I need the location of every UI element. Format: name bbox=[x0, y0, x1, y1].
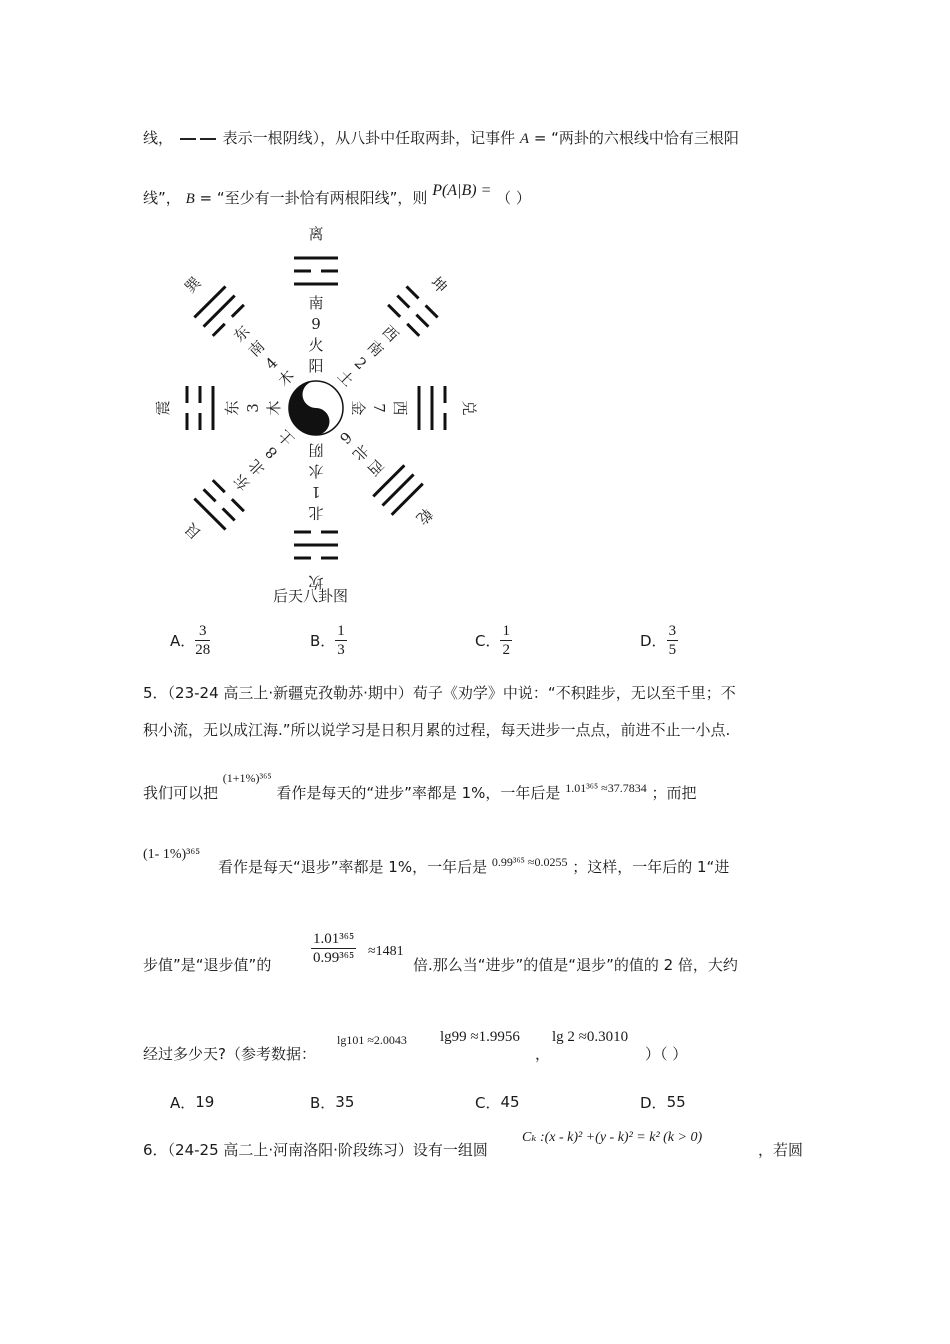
diagram-label: 9 bbox=[311, 315, 321, 333]
option-d bbox=[640, 622, 678, 659]
diagram-label: 南 bbox=[308, 294, 324, 312]
q5-line4 bbox=[218, 857, 729, 878]
diagram-label: 6 bbox=[335, 427, 356, 448]
option-a bbox=[170, 1092, 214, 1113]
yin-line-icon bbox=[180, 138, 196, 140]
yin-line bbox=[407, 286, 419, 298]
diagram-label: 土 bbox=[334, 366, 358, 390]
option-letter: D． bbox=[640, 1094, 667, 1112]
trigram-group bbox=[324, 263, 461, 400]
formula: (1- 1%)³⁶⁵ bbox=[143, 847, 201, 862]
diagram-label: 北 bbox=[348, 440, 373, 465]
answer-blank: ）（ ） bbox=[645, 1045, 688, 1063]
answer-blank: （ ） bbox=[496, 189, 531, 207]
trigram-name: 乾 bbox=[412, 504, 436, 528]
q5-line5 bbox=[143, 955, 271, 975]
option-c bbox=[475, 1092, 520, 1113]
fraction-denominator: 28 bbox=[195, 642, 211, 658]
formula: 0.99³⁶⁵ ≈0.0255 bbox=[491, 855, 568, 869]
option-letter: D． bbox=[640, 632, 667, 650]
q5-line1: 5．（23-24 高三上·新疆克孜勒苏·期中）荀子《劝学》中说：“不积跬步，无以至千里；不 bbox=[143, 684, 736, 702]
trigram-group bbox=[349, 386, 478, 430]
ratio-approx: ≈1481 bbox=[368, 944, 404, 959]
ratio-fraction bbox=[311, 930, 356, 967]
trigram-group bbox=[171, 263, 308, 400]
ref-lg101: lg101 ≈2.0043 bbox=[337, 1033, 407, 1047]
q4-line1 bbox=[143, 128, 739, 149]
q5-text: 步值”是“退步值”的 bbox=[143, 956, 272, 974]
diagram-label: 3 bbox=[244, 403, 262, 413]
diagram-label: 2 bbox=[350, 353, 371, 374]
option-letter: B． bbox=[310, 632, 336, 650]
yin-line bbox=[426, 305, 438, 317]
q5-line2: 积小流，无以成江海.”所以说学习是日积月累的过程，每天进步一点点，前进不止一小点. bbox=[143, 721, 731, 739]
trigram-group bbox=[154, 386, 283, 430]
option-letter: C． bbox=[475, 1094, 501, 1112]
q5-text: 我们可以把 bbox=[143, 784, 219, 802]
q5-line5-b: 倍.那么当“进步”的值是“退步”的值的 2 倍，大约 bbox=[413, 956, 738, 974]
yin-line bbox=[416, 315, 428, 327]
q5-line4-formula bbox=[143, 843, 200, 865]
diagram-label: 木 bbox=[274, 366, 298, 390]
option-a bbox=[170, 622, 210, 659]
diagram-label: 阳 bbox=[308, 357, 324, 375]
fraction-denominator: 5 bbox=[668, 642, 677, 658]
trigram-name: 艮 bbox=[181, 519, 205, 543]
yin-line bbox=[213, 324, 225, 336]
ref-comma: ， bbox=[535, 1045, 551, 1063]
fraction-numerator: 1.01³⁶⁵ bbox=[313, 931, 355, 947]
option-c bbox=[475, 622, 512, 659]
yin-line bbox=[232, 305, 244, 317]
fraction-numerator: 1 bbox=[502, 623, 510, 639]
q5-text: 看作是每天的“进步”率都是 1%，一年后是 bbox=[276, 784, 561, 802]
option-b bbox=[310, 622, 347, 659]
ref-lg99: lg99 ≈1.9956 bbox=[440, 1029, 520, 1045]
option-fraction bbox=[667, 622, 679, 659]
q6-text: 6．（24-25 高二上·河南洛阳·阶段练习）设有一组圆 bbox=[143, 1141, 488, 1159]
q5-text: ；这样，一年后的 1“进 bbox=[572, 858, 730, 876]
option-letter: C． bbox=[475, 632, 501, 650]
event-b-symbol: B bbox=[185, 191, 195, 207]
ref-lg2: lg 2 ≈0.3010 bbox=[552, 1029, 629, 1045]
option-letter: A． bbox=[170, 1094, 196, 1112]
option-value: 19 bbox=[195, 1093, 215, 1111]
q4-line2 bbox=[143, 182, 531, 209]
diagram-label: 南 bbox=[244, 336, 269, 361]
diagram-label: 7 bbox=[370, 403, 388, 413]
option-fraction bbox=[195, 622, 210, 659]
option-value: 35 bbox=[335, 1093, 355, 1111]
q5-text: ；而把 bbox=[651, 784, 697, 802]
fraction-denominator: 3 bbox=[337, 642, 345, 658]
diagram-label: 金 bbox=[349, 400, 367, 416]
diagram-label: 东 bbox=[223, 400, 241, 416]
q4-text: 线”， bbox=[143, 189, 181, 207]
fraction-numerator: 3 bbox=[668, 623, 677, 639]
option-value: 55 bbox=[666, 1093, 686, 1111]
diagram-label: 水 bbox=[308, 462, 324, 480]
fraction-denominator: 2 bbox=[502, 642, 510, 658]
yin-dot bbox=[312, 391, 320, 399]
event-a-symbol: A bbox=[519, 131, 530, 147]
diagram-label: 土 bbox=[274, 426, 298, 450]
q4-text: = “两卦的六根线中恰有三根阳 bbox=[533, 129, 739, 147]
yang-line bbox=[382, 474, 413, 505]
option-letter: B． bbox=[310, 1094, 336, 1112]
yang-dot bbox=[312, 418, 320, 426]
formula: 1.01³⁶⁵ ≈37.7834 bbox=[565, 781, 647, 795]
diagram-label: 1 bbox=[311, 483, 321, 501]
trigram-name: 坎 bbox=[308, 573, 324, 591]
yin-line-icon bbox=[200, 138, 216, 140]
q4-text: = “至少有一卦恰有两根阳线”，则 bbox=[199, 189, 428, 207]
yin-line bbox=[223, 508, 235, 520]
diagram-label: 东 bbox=[230, 322, 254, 346]
yin-line bbox=[232, 499, 244, 511]
q5-line3 bbox=[143, 771, 697, 804]
trigram-name: 巽 bbox=[181, 273, 205, 297]
yin-line bbox=[388, 305, 400, 317]
circle-formula: Cₖ :(x - k)² +(y - k)² = k² (k > 0) bbox=[522, 1130, 703, 1145]
diagram-label: 阴 bbox=[308, 441, 324, 459]
diagram-label: 木 bbox=[265, 400, 283, 416]
yin-line bbox=[407, 324, 419, 336]
diagram-label: 东 bbox=[230, 470, 254, 494]
trigram-group bbox=[294, 441, 338, 591]
fraction-denominator: 0.99³⁶⁵ bbox=[313, 950, 355, 966]
trigram-group bbox=[171, 416, 308, 553]
option-d bbox=[640, 1092, 686, 1113]
trigram-name: 兑 bbox=[460, 400, 478, 416]
diagram-label: 西 bbox=[391, 400, 409, 416]
trigram-group bbox=[324, 416, 446, 538]
yin-line bbox=[397, 296, 409, 308]
q5-line6 bbox=[143, 1044, 316, 1064]
q6-line1-b: ，若圆 bbox=[758, 1141, 804, 1159]
formula: (1+1%)³⁶⁵ bbox=[222, 771, 272, 785]
q6-line1 bbox=[143, 1140, 488, 1160]
option-fraction bbox=[500, 622, 512, 659]
option-letter: A． bbox=[170, 632, 196, 650]
conditional-probability: P(A|B) = bbox=[432, 182, 492, 199]
trigram-name: 坤 bbox=[427, 273, 451, 297]
q4-text: 线， bbox=[143, 129, 174, 147]
fraction-numerator: 3 bbox=[195, 622, 210, 641]
diagram-label: 北 bbox=[308, 504, 324, 522]
yin-line bbox=[204, 489, 216, 501]
diagram-label: 火 bbox=[308, 336, 324, 354]
diagram-label: 西 bbox=[378, 322, 402, 346]
diagram-label: 8 bbox=[261, 442, 282, 463]
diagram-label: 西 bbox=[363, 455, 388, 480]
option-b bbox=[310, 1092, 354, 1113]
diagram-label: 4 bbox=[261, 353, 282, 374]
yin-line bbox=[213, 480, 225, 492]
diagram-label: 北 bbox=[244, 455, 269, 480]
diagram-caption: 后天八卦图 bbox=[273, 587, 349, 605]
bagua-diagram bbox=[130, 225, 510, 610]
trigram-name: 震 bbox=[154, 400, 172, 416]
fraction-numerator: 1 bbox=[337, 623, 345, 639]
q5-text: 经过多少天?（参考数据： bbox=[143, 1045, 316, 1063]
yin-yang-icon bbox=[289, 381, 343, 435]
q4-text: 表示一根阴线），从八卦中任取两卦，记事件 bbox=[222, 129, 516, 147]
option-value: 45 bbox=[500, 1093, 520, 1111]
diagram-label: 南 bbox=[363, 336, 388, 361]
trigram-name: 离 bbox=[308, 225, 324, 243]
q5-text: 看作是每天“退步”率都是 1%，一年后是 bbox=[218, 858, 488, 876]
option-fraction bbox=[335, 622, 347, 659]
yang-line bbox=[204, 296, 235, 327]
trigram-group bbox=[294, 225, 338, 375]
